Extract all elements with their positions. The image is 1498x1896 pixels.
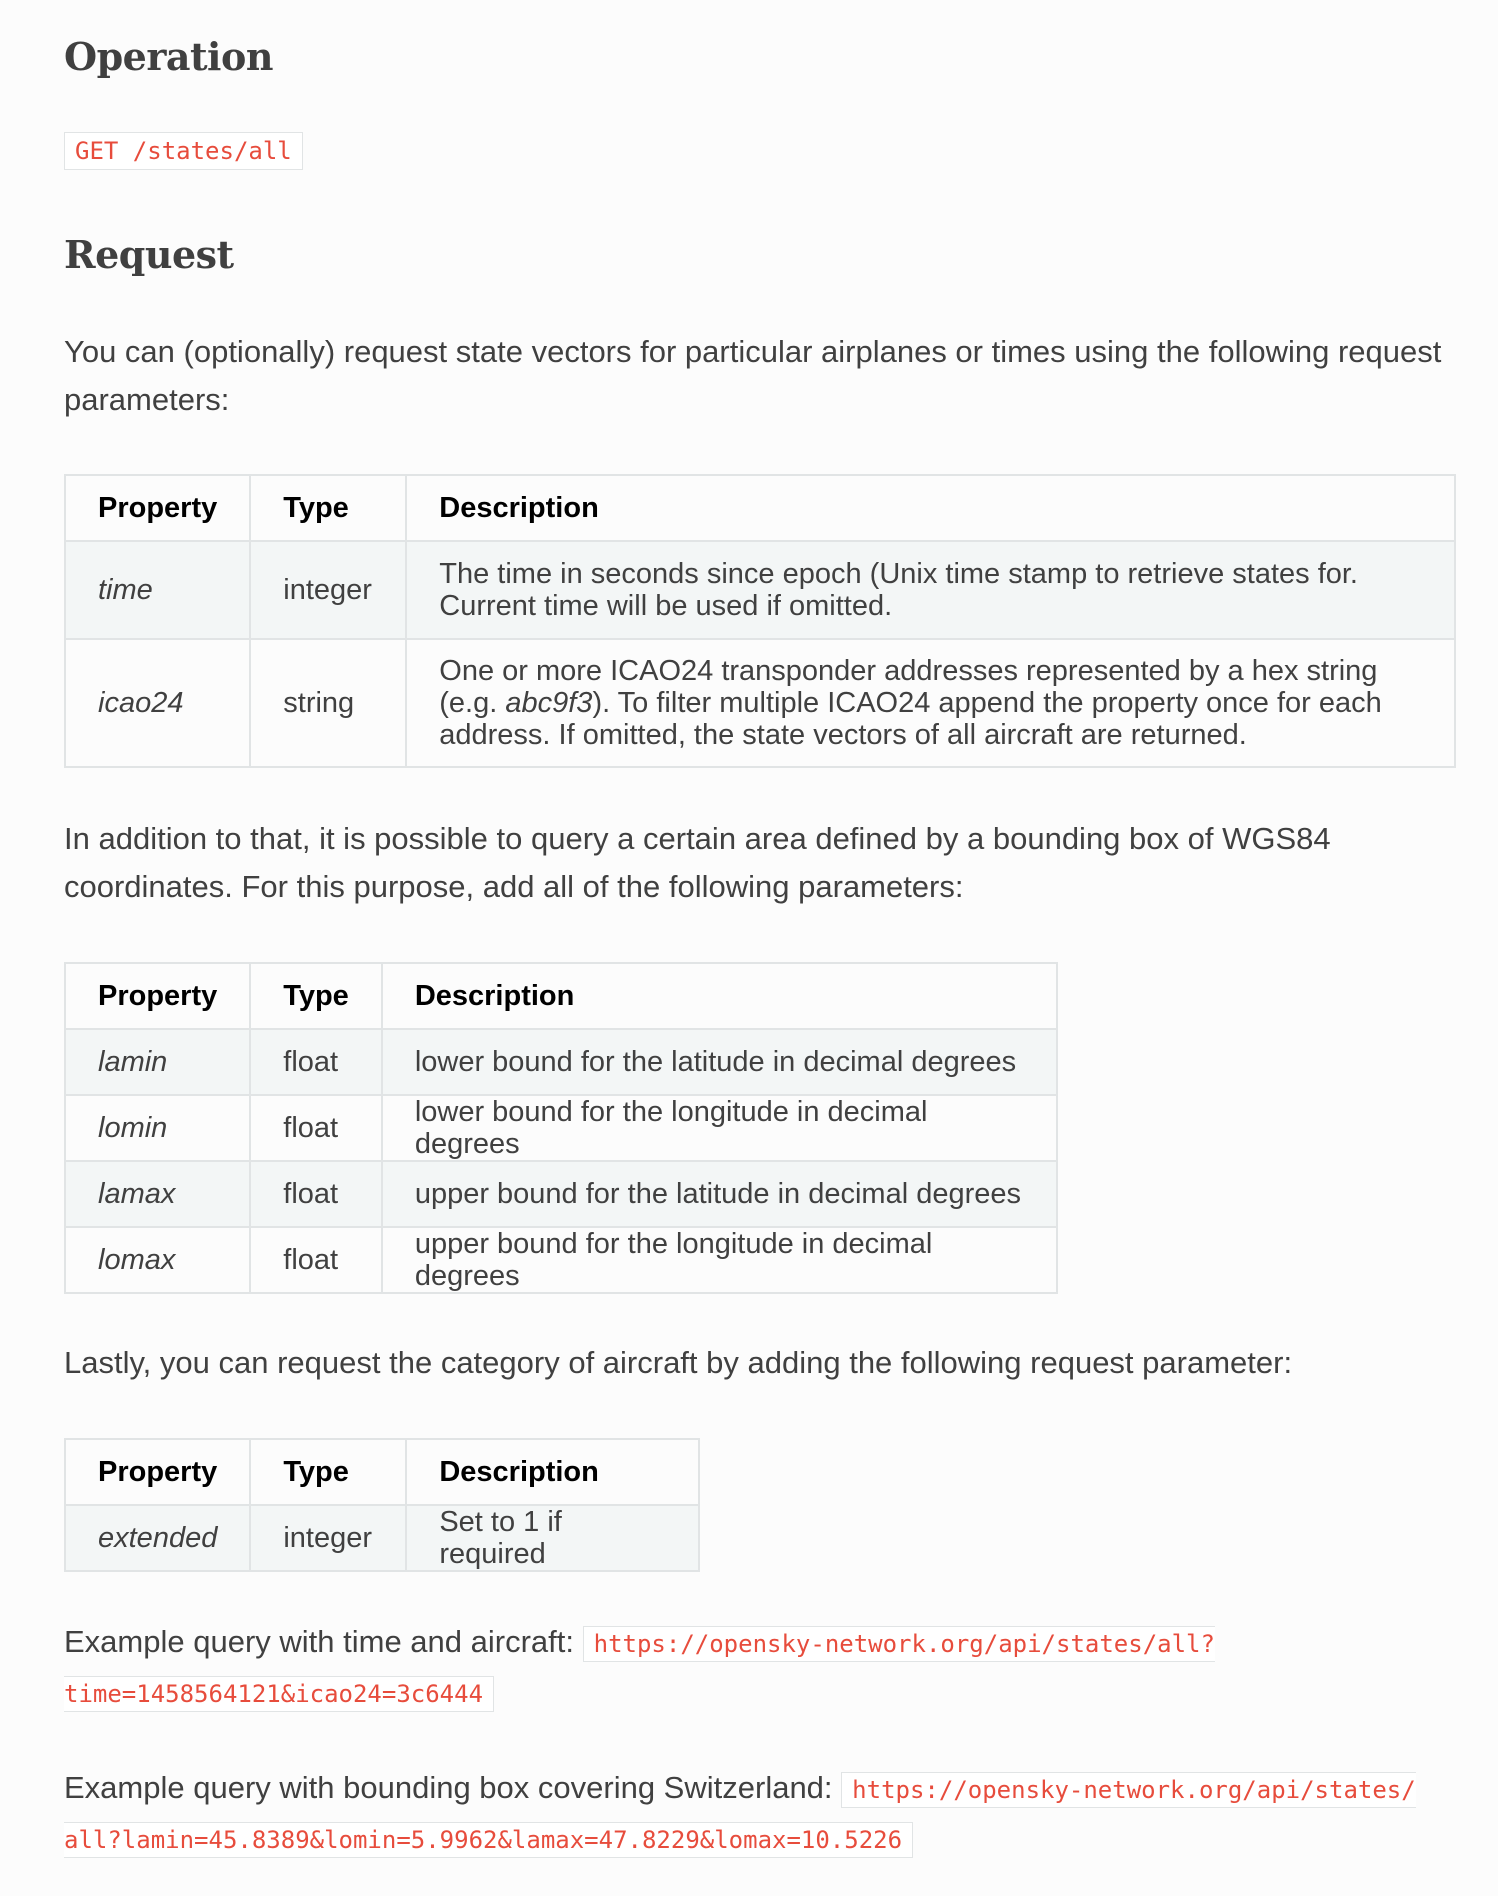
description-cell: Set to 1 if required [406, 1505, 699, 1571]
example-url-line1: https://opensky-network.org/api/states/all? [593, 1630, 1215, 1658]
property-cell: lomin [65, 1095, 250, 1161]
table-header-row [65, 475, 1455, 541]
type-cell: float [250, 1029, 382, 1095]
type-cell: float [250, 1161, 382, 1227]
type-cell: float [250, 1095, 382, 1161]
category-parameter-table [64, 1438, 700, 1572]
table-row [65, 639, 1455, 767]
request-intro: You can (optionally) request state vectors for particular airplanes or times using the following request parameters: [64, 334, 1442, 417]
example-label: Example query with bounding box covering Switzerland: [64, 1770, 833, 1805]
operation-heading: Operation [64, 34, 273, 79]
category-intro: Lastly, you can request the category of aircraft by adding the following request parameter: [64, 1345, 1293, 1380]
property-cell: lomax [65, 1227, 250, 1293]
property-cell: time [65, 541, 250, 639]
column-header-description: Description [406, 475, 1455, 541]
description-cell: lower bound for the latitude in decimal degrees [382, 1029, 1057, 1095]
description-cell [406, 639, 1455, 767]
bounding-box-intro: In addition to that, it is possible to query a certain area defined by a bounding box of WGS84 coordinates. For this purpose, add all of the following parameters: [64, 821, 1331, 904]
table-row [65, 1161, 1057, 1227]
request-parameters-table [64, 474, 1456, 768]
description-cell: upper bound for the longitude in decimal degrees [382, 1227, 1057, 1293]
example-label: Example query with time and aircraft: [64, 1624, 574, 1659]
table-row [65, 1227, 1057, 1293]
property-cell: lamin [65, 1029, 250, 1095]
type-cell: string [250, 639, 406, 767]
example-url-line1: https://opensky-network.org/api/states/ [852, 1776, 1416, 1804]
operation-endpoint-block [64, 137, 303, 165]
property-cell: extended [65, 1505, 250, 1571]
column-header-description: Description [382, 963, 1057, 1029]
table-row [65, 1029, 1057, 1095]
example-time-aircraft [64, 1618, 1456, 1718]
table-row [65, 1505, 699, 1571]
column-header-property: Property [65, 1439, 250, 1505]
type-cell: float [250, 1227, 382, 1293]
description-text: ). To filter multiple ICAO24 append the property once for each address. If omitted, the state vectors of all aircraft are returned. [439, 687, 1382, 751]
description-text: One or more ICAO24 transponder addresses represented by a hex string (e.g. [439, 655, 1378, 719]
bounding-box-parameters-table [64, 962, 1058, 1294]
column-header-property: Property [65, 963, 250, 1029]
type-cell: integer [250, 1505, 406, 1571]
example-url-line2: time=1458564121&icao24=3c6444 [64, 1680, 484, 1708]
column-header-type: Type [250, 475, 406, 541]
description-example: abc9f3 [505, 687, 593, 719]
property-cell: icao24 [65, 639, 250, 767]
table-row [65, 541, 1455, 639]
table-header-row [65, 963, 1057, 1029]
column-header-property: Property [65, 475, 250, 541]
property-cell: lamax [65, 1161, 250, 1227]
description-cell: lower bound for the longitude in decimal degrees [382, 1095, 1057, 1161]
description-cell: The time in seconds since epoch (Unix time stamp to retrieve states for. Current time will be used if omitted. [406, 541, 1455, 639]
column-header-type: Type [250, 1439, 406, 1505]
table-header-row [65, 1439, 699, 1505]
column-header-description: Description [406, 1439, 699, 1505]
request-heading: Request [64, 232, 234, 277]
table-row [65, 1095, 1057, 1161]
example-url-line2: all?lamin=45.8389&lomin=5.9962&lamax=47.8229&lomax=10.5226 [64, 1826, 903, 1854]
operation-endpoint: GET /states/all [64, 132, 303, 170]
description-cell: upper bound for the latitude in decimal degrees [382, 1161, 1057, 1227]
example-bounding-box [64, 1764, 1456, 1864]
column-header-type: Type [250, 963, 382, 1029]
type-cell: integer [250, 541, 406, 639]
